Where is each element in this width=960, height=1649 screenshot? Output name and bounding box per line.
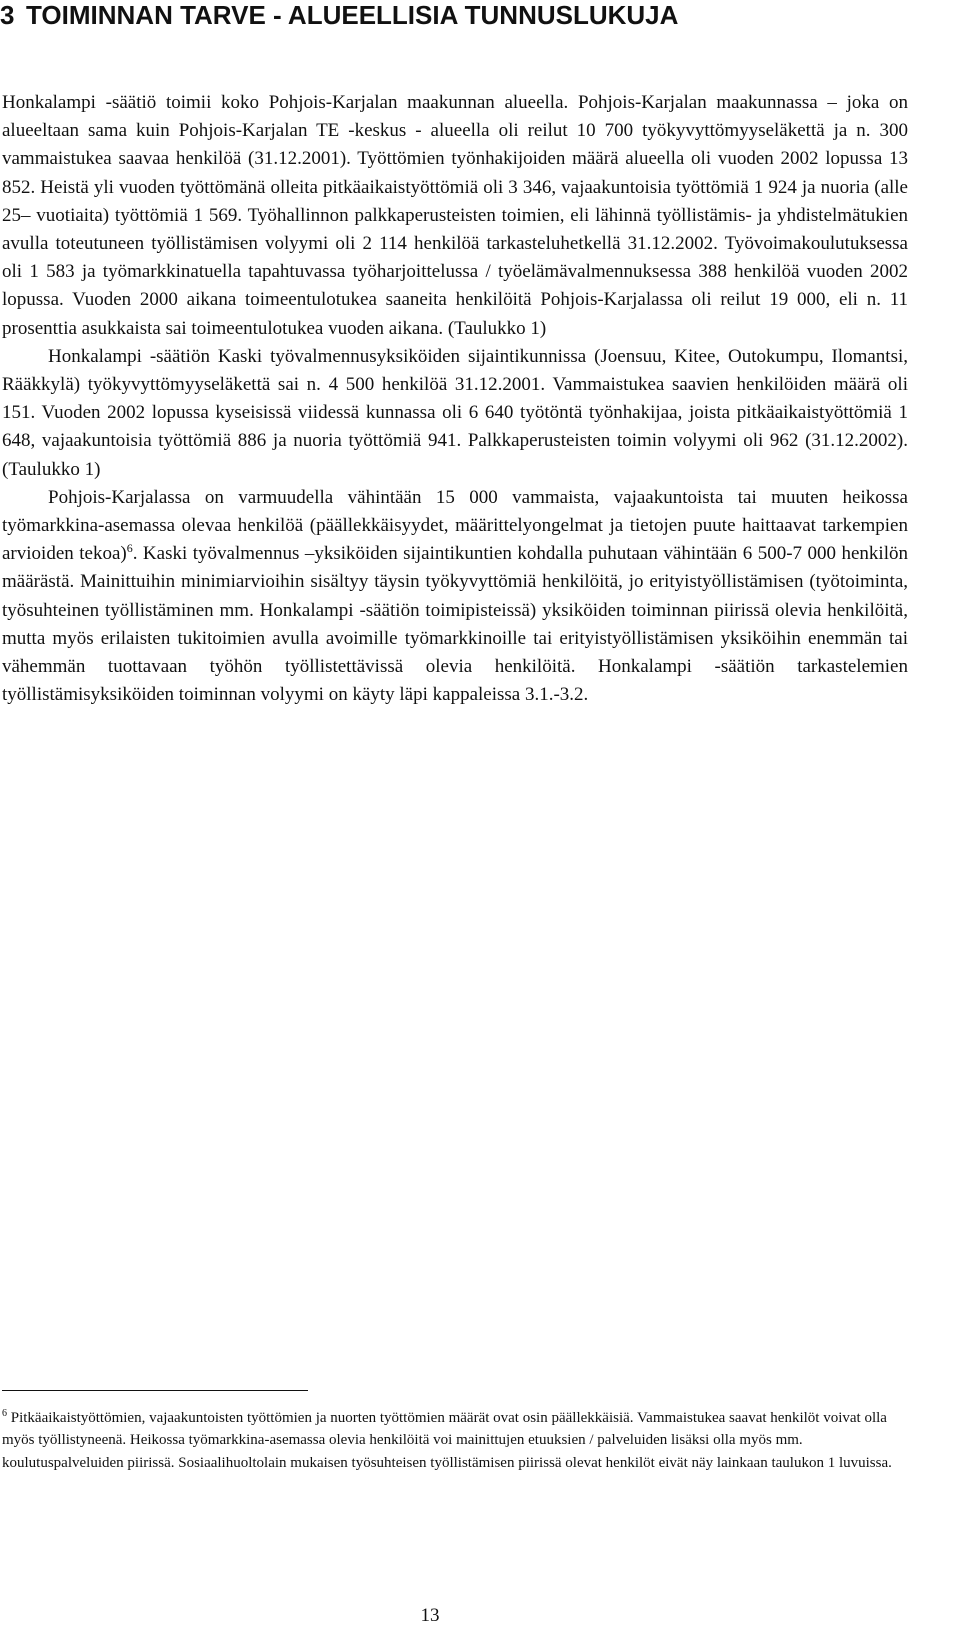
footnote-text: Pitkäaikaistyöttömien, vajaakuntoisten työttömien ja nuorten työttömien määrät ovat osin päällekkäisiä. Vammaistukea saavat henkilöt voivat olla myös työllistyneenä. Heikossa työmarkkina-asemassa olevia henkilöitä voi mainittujen etuuksien / palveluiden lisäksi olla myös mm. koulutuspalveluiden piirissä. Sosiaalihuoltolain mukaisen työsuhteisen työllistämisen piirissä olevat henkilöt eivät näy lainkaan taulukon 1 luvuissa. <box>2 1410 892 1471</box>
footnote-reference[interactable]: 6 <box>126 541 133 556</box>
paragraph-3-text-end: . Kaski työvalmennus –yksiköiden sijaintikuntien kohdalla puhutaan vähintään 6 500-7 000 henkilön määrästä. Mainittuihin minimiarvioihin sisältyy täysin työkyvyttömiä henkilöitä, jo erityistyöllistämisen (työtoiminta, työsuhteinen työllistäminen mm. Honkalampi -säätiön toimipisteissä) yksiköiden toiminnan piirissä olevia henkilöitä, mutta myös erilaisten tukitoimien avulla avoimille työmarkkinoille tai erityistyöllistämisen yksiköihin enemmän tai vähemmän tuottavaan työhön työllistettävissä olevia henkilöitä. Honkalampi -säätiön tarkastelemien työllistämisyksiköiden toiminnan volyymi on käyty läpi kappaleissa 3.1.-3.2. <box>2 543 908 706</box>
section-title: TOIMINNAN TARVE - ALUEELLISIA TUNNUSLUKUJA <box>26 0 679 30</box>
paragraph-3-text-start: Pohjois-Karjalassa on varmuudella vähintään 15 000 vammaista, vajaakuntoista tai muuten heikossa työmarkkina-asemassa olevaa henkilöä (päällekkäisyydet, määrittelyongelmat ja tietojen puute haittaavat tarkempien arvioiden tekoa) <box>2 486 908 565</box>
footnote-divider <box>2 1390 308 1391</box>
footnote <box>2 1407 908 1474</box>
paragraph-3 <box>2 484 908 710</box>
page-number: 13 <box>420 1605 440 1626</box>
section-heading <box>0 0 940 30</box>
body-text <box>2 89 908 709</box>
section-number: 3 <box>0 0 15 30</box>
paragraph-2: Honkalampi -säätiön Kaski työvalmennusyksiköiden sijaintikunnissa (Joensuu, Kitee, Outokumpu, Ilomantsi, Rääkkylä) työkyvyttömyyseläkettä sai n. 4 500 henkilöä 31.12.2001. Vammaistukea saavien henkilöiden määrä oli 151. Vuoden 2002 lopussa kyseisissä viidessä kunnassa oli 6 640 työtöntä työnhakijaa, joista pitkäaikaistyöttömiä 1 648, vajaakuntoisia työttömiä 886 ja nuoria työttömiä 941. Palkkaperusteisten toimin volyymi oli 962 (31.12.2002). (Taulukko 1) <box>2 345 908 480</box>
footnote-number: 6 <box>2 1408 7 1419</box>
paragraph-1: Honkalampi -säätiö toimii koko Pohjois-Karjalan maakunnan alueella. Pohjois-Karjalan maakunnassa – joka on alueeltaan sama kuin Pohjois-Karjalan TE -keskus - alueella oli reilut 10 700 työkyvyttömyyseläkettä ja n. 300 vammaistukea saavaa henkilöä (31.12.2001). Työttömien työnhakijoiden määrä alueella oli vuoden 2002 lopussa 13 852. Heistä yli vuoden työttömänä olleita pitkäaikaistyöttömiä oli 3 346, vajaakuntoisia työttömiä 1 924 ja nuoria (alle 25– vuotiaita) työttömiä 1 569. Työhallinnon palkkaperusteisten toimien, eli lähinnä työllistämis- ja yhdistelmätukien avulla toteutuneen työllistämisen volyymi oli 2 114 henkilöä tarkasteluhetkellä 31.12.2002. Työvoimakoulutuksessa oli 1 583 ja työmarkkinatuella tapahtuvassa työharjoittelussa / työelämävalmennuksessa 388 henkilöä vuoden 2002 lopussa. Vuoden 2000 aikana toimeentulotukea saaneita henkilöitä Pohjois-Karjalassa oli reilut 19 000, eli n. 11 prosenttia asukkaista sai toimeentulotukea vuoden aikana. (Taulukko 1) <box>2 92 908 339</box>
